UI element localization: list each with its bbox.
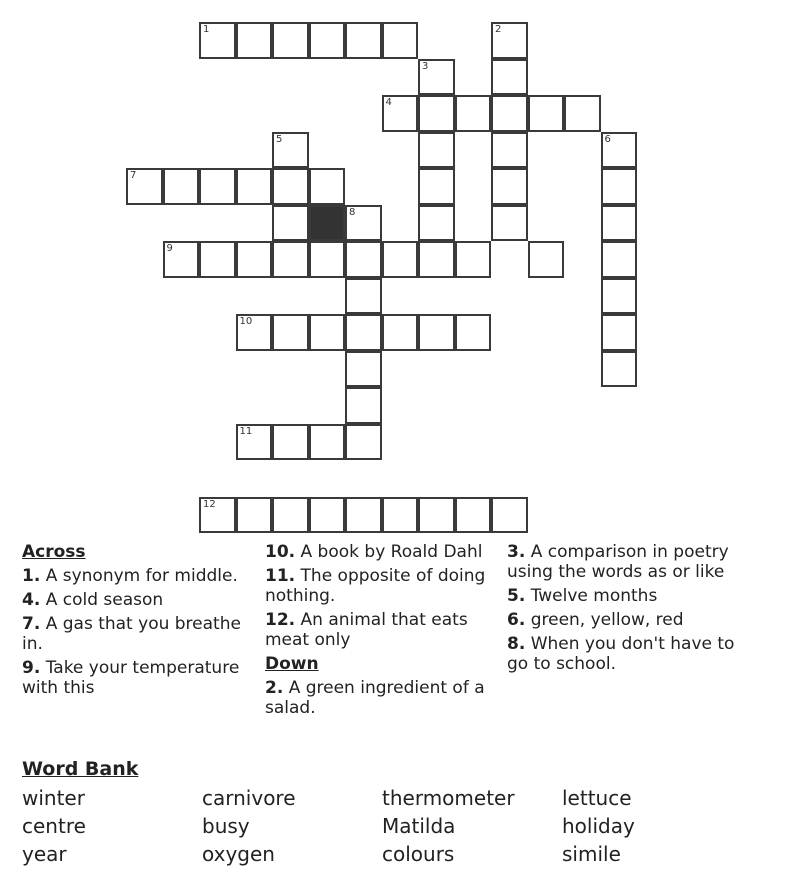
grid-cell[interactable] [345,314,382,351]
grid-cell[interactable] [236,424,273,461]
grid-cell[interactable] [491,95,528,132]
grid-cell[interactable] [418,497,455,534]
clue-number: 6 [604,133,611,145]
clue-number: 4. [22,590,41,610]
clue [507,610,757,630]
grid-cell[interactable] [272,168,309,205]
clue [265,678,495,718]
grid-cell[interactable] [491,132,528,169]
grid-cell[interactable] [345,351,382,388]
grid-cell[interactable] [382,241,419,278]
grid-cell[interactable] [418,205,455,242]
grid-cell[interactable] [455,95,492,132]
clue-text: A gas that you breathe in. [22,614,241,654]
grid-cell[interactable] [236,314,273,351]
clue [22,566,252,586]
grid-cell[interactable] [199,241,236,278]
clue-number: 4 [385,97,392,108]
clue-number: 6. [507,610,526,630]
grid-cell[interactable] [382,22,419,59]
clue [22,614,252,654]
clue-number: 3 [422,60,429,72]
grid-cell[interactable] [455,314,492,351]
clue-number: 7. [22,614,41,634]
grid-cell[interactable] [491,205,528,242]
word-bank-item: simile [562,842,621,866]
clue-number: 9. [22,658,41,678]
grid-cell[interactable] [345,387,382,424]
grid-cell[interactable] [418,168,455,205]
grid-cell[interactable] [601,351,638,388]
grid-cell[interactable] [601,205,638,242]
grid-cell[interactable] [382,314,419,351]
grid-cell[interactable] [491,59,528,96]
word-bank-item: winter [22,786,85,810]
grid-cell[interactable] [309,497,346,534]
clue-number: 10. [265,542,296,562]
clue-number: 9 [166,243,173,254]
grid-cell[interactable] [418,132,455,169]
grid-cell[interactable] [126,168,163,205]
grid-cell[interactable] [163,168,200,205]
clue-number: 2 [495,24,502,35]
grid-cell[interactable] [309,241,346,278]
grid-cell[interactable] [199,168,236,205]
grid-cell[interactable] [236,497,273,534]
grid-cell[interactable] [272,241,309,278]
grid-cell[interactable] [491,497,528,534]
grid-cell[interactable] [345,205,382,242]
grid-cell[interactable] [272,424,309,461]
word-bank-item: lettuce [562,786,632,810]
clue-text: green, yellow, red [525,610,684,630]
clue-text: A green ingredient of a salad. [265,678,485,718]
clue-number: 10 [239,316,253,327]
grid-cell[interactable] [309,22,346,59]
clue-number: 1. [22,566,41,586]
grid-cell[interactable] [601,314,638,351]
grid-cell[interactable] [491,22,528,59]
black-cell [309,205,346,242]
grid-cell[interactable] [236,22,273,59]
grid-cell[interactable] [418,314,455,351]
clue-number: 3. [507,542,526,562]
clue [265,542,495,562]
word-bank-item: holiday [562,814,635,838]
grid-cell[interactable] [601,278,638,315]
clue-text: A synonym for middle. [40,566,238,586]
grid-cell[interactable] [382,497,419,534]
grid-cell[interactable] [345,241,382,278]
grid-cell[interactable] [528,95,565,132]
word-bank-item: year [22,842,67,866]
grid-cell[interactable] [199,497,236,534]
grid-cell[interactable] [491,168,528,205]
grid-cell[interactable] [236,241,273,278]
clue-text: A cold season [40,590,164,610]
grid-cell[interactable] [236,168,273,205]
clue-number: 12 [203,498,216,510]
word-bank-item: busy [202,814,250,838]
clue-number: 8. [507,634,526,654]
clues-column-2 [265,542,495,722]
grid-cell[interactable] [418,95,455,132]
clue-number: 5 [276,133,283,145]
clue-text: Twelve months [525,586,658,606]
clue [265,566,495,606]
grid-cell[interactable] [418,241,455,278]
grid-cell[interactable] [601,241,638,278]
clue [22,658,252,698]
grid-cell[interactable] [345,278,382,315]
grid-cell[interactable] [345,22,382,59]
clue-number: 11. [265,566,296,586]
grid-cell[interactable] [309,424,346,461]
clue-text: An animal that eats meat only [265,610,468,650]
grid-cell[interactable] [601,132,638,169]
word-bank-item: oxygen [202,842,275,866]
grid-cell[interactable] [272,205,309,242]
grid-cell[interactable] [418,59,455,96]
word-bank-item: carnivore [202,786,296,810]
clue-text: Take your temperature with this [22,658,240,698]
clue-number: 2. [265,678,284,698]
word-bank-item: Matilda [382,814,456,838]
clues-column-1 [22,542,252,702]
clue-number: 8 [349,206,356,218]
grid-cell[interactable] [163,241,200,278]
grid-cell[interactable] [564,95,601,132]
clue [265,610,495,650]
down-heading: Down [265,654,319,674]
word-bank-item: thermometer [382,786,515,810]
clue [22,590,252,610]
grid-cell[interactable] [199,22,236,59]
grid-cell[interactable] [309,168,346,205]
grid-cell[interactable] [528,241,565,278]
word-bank-title: Word Bank [22,758,139,780]
word-bank-item: colours [382,842,455,866]
clue-text: The opposite of doing nothing. [265,566,486,606]
grid-cell[interactable] [345,497,382,534]
grid-cell[interactable] [345,424,382,461]
clue [507,634,757,674]
clue-number: 7 [130,170,137,181]
clue-text: A book by Roald Dahl [295,542,483,562]
grid-cell[interactable] [272,132,309,169]
clue [507,586,757,606]
clue-number: 11 [239,425,253,437]
clues-column-3 [507,542,757,678]
grid-cell[interactable] [382,95,419,132]
grid-cell[interactable] [272,497,309,534]
grid-cell[interactable] [309,314,346,351]
grid-cell[interactable] [272,22,309,59]
clue [507,542,757,582]
across-heading: Across [22,542,86,562]
grid-cell[interactable] [455,497,492,534]
clue-number: 1 [203,24,210,35]
clue-number: 12. [265,610,296,630]
grid-cell[interactable] [601,168,638,205]
grid-cell[interactable] [272,314,309,351]
clue-number: 5. [507,586,526,606]
word-bank-item: centre [22,814,86,838]
clue-text: A comparison in poetry using the words as or like [507,542,729,582]
grid-cell[interactable] [455,241,492,278]
clue-text: When you don't have to go to school. [507,634,735,674]
